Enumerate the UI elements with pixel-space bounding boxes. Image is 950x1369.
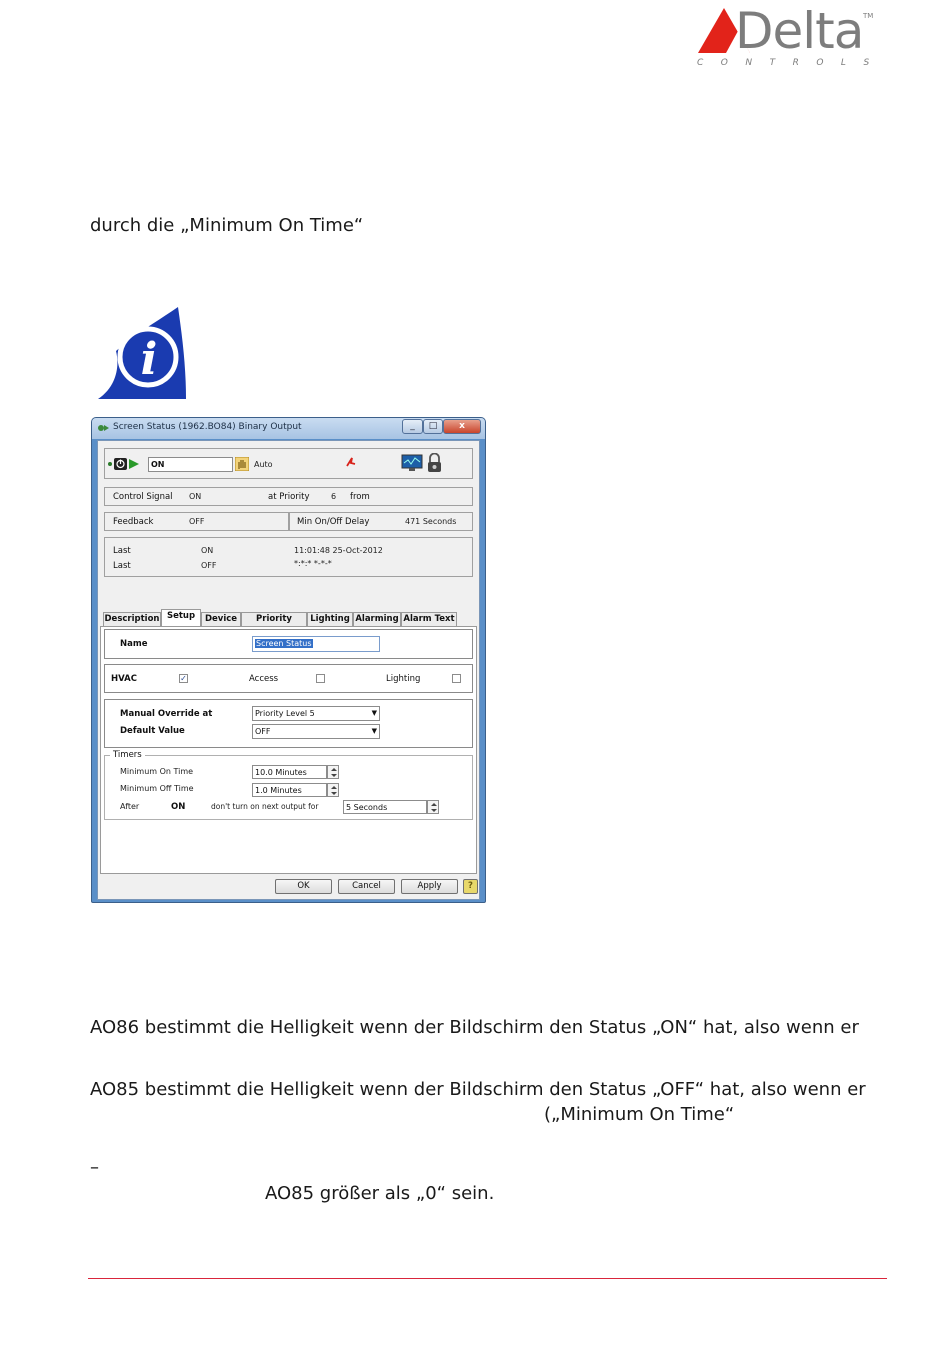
- window-titlebar[interactable]: [92, 418, 485, 439]
- last-off-state: OFF: [201, 561, 217, 570]
- hand-override-icon[interactable]: [235, 457, 249, 471]
- feedback-value: OFF: [189, 517, 205, 526]
- category-group: [104, 664, 473, 693]
- hvac-label: HVAC: [111, 674, 137, 684]
- lighting-checkbox[interactable]: [452, 674, 461, 683]
- help-button[interactable]: ?: [463, 879, 478, 894]
- tab-alarming[interactable]: Alarming: [353, 612, 401, 626]
- window-title: Screen Status (1962.BO84) Binary Output: [113, 422, 302, 432]
- chevron-down-icon: ▼: [371, 727, 377, 735]
- binary-output-window: [91, 417, 486, 903]
- control-signal-row: [104, 487, 473, 506]
- hvac-checkbox[interactable]: ✓: [180, 674, 187, 683]
- name-group: [104, 629, 473, 659]
- monitor-icon[interactable]: [401, 454, 423, 472]
- min-off-spinner[interactable]: [327, 783, 339, 797]
- doc-line-1: durch die „Minimum On Time“: [90, 215, 364, 236]
- override-group: [104, 699, 473, 748]
- last-on-label: Last: [113, 546, 131, 556]
- tab-description[interactable]: Description: [104, 614, 160, 624]
- default-select[interactable]: [252, 724, 380, 739]
- feedback-row: [104, 512, 289, 531]
- delay-label: Min On/Off Delay: [297, 517, 370, 527]
- mode-label: Auto: [254, 460, 273, 469]
- name-value: Screen Status: [256, 639, 312, 648]
- power-output-icon: [107, 456, 143, 472]
- apply-button[interactable]: Apply: [401, 879, 458, 894]
- after-label: After: [120, 802, 140, 811]
- min-on-label: Minimum On Time: [120, 767, 194, 776]
- override-select[interactable]: [252, 706, 380, 721]
- setup-tab-panel: [100, 626, 477, 874]
- delay-input[interactable]: 5 Seconds: [343, 800, 427, 814]
- min-on-input[interactable]: 10.0 Minutes: [252, 765, 327, 779]
- after-state: ON: [171, 802, 186, 812]
- logo-subtitle: CONTROLS: [697, 58, 887, 68]
- timers-group: [104, 750, 473, 820]
- value-field[interactable]: ON: [148, 457, 233, 472]
- priority-label: at Priority: [268, 492, 310, 502]
- close-button[interactable]: x: [443, 419, 481, 434]
- minimize-button[interactable]: _: [402, 419, 423, 434]
- tab-setup[interactable]: Setup: [161, 609, 201, 627]
- last-on-state: ON: [201, 546, 214, 555]
- control-signal-value: ON: [189, 492, 202, 501]
- delay-value: 471 Seconds: [405, 517, 457, 526]
- paragraph-ao85-greater-zero: AO85 größer als „0“ sein.: [265, 1183, 495, 1204]
- tab-alarm-text[interactable]: Alarm Text: [401, 612, 457, 626]
- tab-lighting[interactable]: Lighting: [307, 612, 353, 626]
- dont-turn-label: don't turn on next output for: [211, 802, 319, 811]
- last-off-label: Last: [113, 561, 131, 571]
- paragraph-ao86: AO86 bestimmt die Helligkeit wenn der Bildschirm den Status „ON“ hat, also wenn er: [90, 1017, 859, 1038]
- access-label: Access: [249, 674, 279, 684]
- logo-trademark: TM: [863, 12, 874, 20]
- tab-device[interactable]: Device: [201, 612, 241, 626]
- alarm-flag-icon: [345, 456, 357, 468]
- control-signal-label: Control Signal: [113, 492, 173, 502]
- paragraph-ao85-continued: („Minimum On Time“: [544, 1104, 735, 1125]
- access-checkbox[interactable]: [316, 674, 325, 683]
- value-panel: [104, 448, 473, 479]
- min-off-input[interactable]: 1.0 Minutes: [252, 783, 327, 797]
- logo-word: Delta: [735, 2, 864, 60]
- min-off-label: Minimum Off Time: [120, 784, 194, 793]
- delay-spinner[interactable]: [427, 800, 439, 814]
- last-on-time: 11:01:48 25-Oct-2012: [294, 546, 383, 555]
- default-value: OFF: [255, 727, 271, 736]
- dash-bullet: –: [90, 1157, 99, 1178]
- name-input[interactable]: [252, 636, 380, 652]
- min-on-spinner[interactable]: [327, 765, 339, 779]
- override-value: Priority Level 5: [255, 709, 315, 718]
- delta-controls-logo: [693, 2, 887, 76]
- footer-divider: [88, 1278, 887, 1279]
- cancel-button[interactable]: Cancel: [338, 879, 395, 894]
- maximize-button[interactable]: □: [423, 419, 443, 434]
- priority-value: 6: [331, 492, 337, 501]
- chevron-down-icon: ▼: [371, 709, 377, 717]
- name-label: Name: [120, 639, 148, 649]
- from-label: from: [350, 492, 370, 502]
- svg-text:i: i: [140, 334, 158, 385]
- delay-row: [289, 512, 473, 531]
- paragraph-ao85: AO85 bestimmt die Helligkeit wenn der Bildschirm den Status „OFF“ hat, also wenn er: [90, 1079, 866, 1100]
- feedback-label: Feedback: [113, 517, 154, 527]
- window-client: [97, 440, 480, 900]
- override-label: Manual Override at: [120, 709, 213, 719]
- last-off-time: *:*:* *-*-*: [294, 559, 332, 568]
- lighting-label: Lighting: [386, 674, 421, 684]
- timers-label: Timers: [110, 750, 145, 760]
- last-changes-panel: [104, 537, 473, 577]
- lock-icon[interactable]: [427, 453, 442, 473]
- default-label: Default Value: [120, 726, 185, 736]
- tab-priority-array[interactable]: Priority: [241, 612, 307, 626]
- window-app-icon: [97, 423, 109, 433]
- ok-button[interactable]: OK: [275, 879, 332, 894]
- info-icon: [96, 305, 190, 401]
